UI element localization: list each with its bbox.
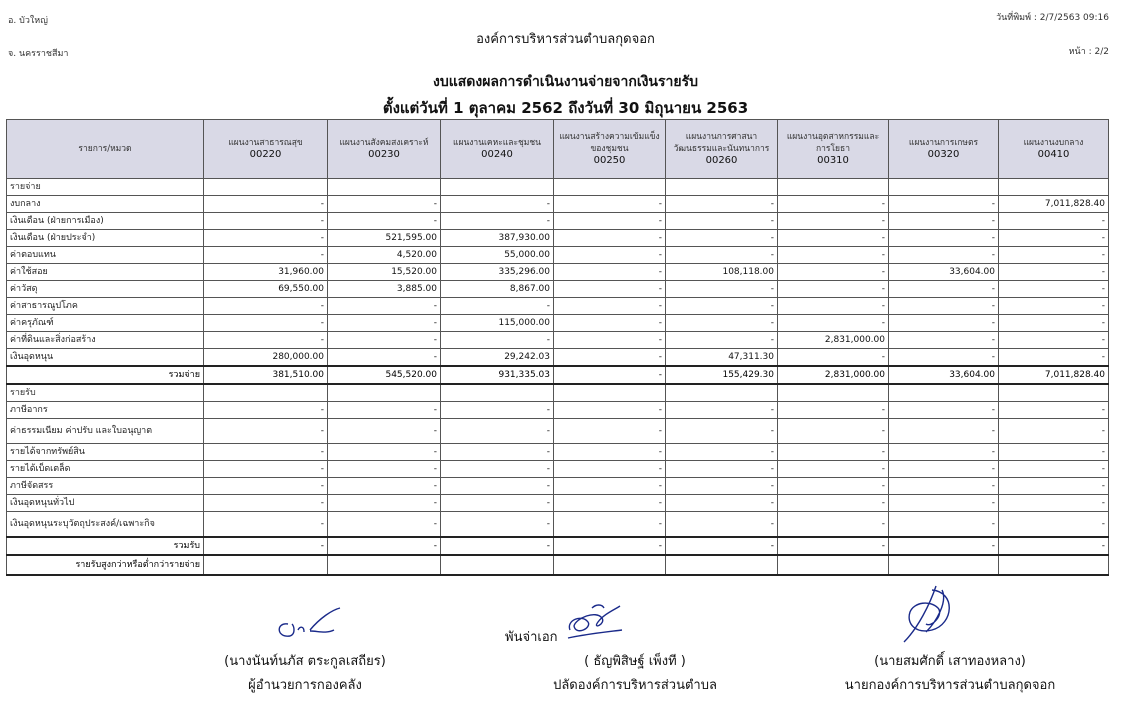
value-cell: - <box>666 478 778 495</box>
col-header-00410: แผนงานงบกลาง 00410 <box>999 120 1109 179</box>
value-cell: - <box>778 196 889 213</box>
value-cell: - <box>328 444 441 461</box>
total-cell: 2,831,000.00 <box>778 366 889 384</box>
value-cell: - <box>554 264 666 281</box>
table-row <box>7 247 1109 264</box>
value-cell: - <box>999 281 1109 298</box>
value-cell: 33,604.00 <box>889 264 999 281</box>
value-cell: - <box>204 444 328 461</box>
table-row <box>7 478 1109 495</box>
row-label: ค่าธรรมเนียม ค่าปรับ และใบอนุญาต <box>7 419 204 444</box>
value-cell: - <box>441 444 554 461</box>
total-cell: 155,429.30 <box>666 366 778 384</box>
value-cell: - <box>999 478 1109 495</box>
income-total-row <box>7 537 1109 555</box>
row-label: ค่าที่ดินและสิ่งก่อสร้าง <box>7 332 204 349</box>
value-cell: 108,118.00 <box>666 264 778 281</box>
value-cell: - <box>889 419 999 444</box>
value-cell: 280,000.00 <box>204 349 328 367</box>
value-cell: - <box>328 419 441 444</box>
value-cell: - <box>666 402 778 419</box>
value-cell: - <box>889 478 999 495</box>
value-cell: - <box>554 444 666 461</box>
value-cell: 3,885.00 <box>328 281 441 298</box>
value-cell: - <box>441 419 554 444</box>
value-cell: - <box>778 478 889 495</box>
value-cell: - <box>889 281 999 298</box>
row-label: เงินอุดหนุนระบุวัตถุประสงค์/เฉพาะกิจ <box>7 512 204 538</box>
empty-cell <box>666 384 778 402</box>
value-cell: - <box>889 402 999 419</box>
value-cell: - <box>889 196 999 213</box>
table-row <box>7 349 1109 367</box>
total-cell: - <box>204 537 328 555</box>
row-label: เงินเดือน (ฝ่ายประจำ) <box>7 230 204 247</box>
value-cell: - <box>666 419 778 444</box>
empty-cell <box>204 384 328 402</box>
total-cell: 545,520.00 <box>328 366 441 384</box>
value-cell: - <box>666 247 778 264</box>
total-cell: - <box>441 537 554 555</box>
signer-2-prefix: พันจ่าเอก <box>505 630 558 645</box>
value-cell: - <box>666 230 778 247</box>
value-cell: - <box>204 419 328 444</box>
balance-label: รายรับสูงกว่าหรือต่ำกว่ารายจ่าย <box>7 555 204 575</box>
table-row <box>7 264 1109 281</box>
total-cell: - <box>999 537 1109 555</box>
value-cell: 335,296.00 <box>441 264 554 281</box>
col-header-00220: แผนงานสาธารณสุข 00220 <box>204 120 328 179</box>
table-row <box>7 332 1109 349</box>
value-cell: 4,520.00 <box>328 247 441 264</box>
table-row <box>7 495 1109 512</box>
report-period: ตั้งแต่วันที่ 1 ตุลาคม 2562 ถึงวันที่ 30 มิถุนายน 2563 <box>382 99 749 117</box>
value-cell: - <box>778 512 889 538</box>
empty-cell <box>554 179 666 196</box>
value-cell: 55,000.00 <box>441 247 554 264</box>
signature-3-image <box>896 584 968 646</box>
signature-block-1 <box>200 650 410 698</box>
value-cell: - <box>889 247 999 264</box>
total-cell: 7,011,828.40 <box>999 366 1109 384</box>
table-row <box>7 512 1109 538</box>
value-cell: - <box>554 461 666 478</box>
row-label: รายได้จากทรัพย์สิน <box>7 444 204 461</box>
value-cell: - <box>889 315 999 332</box>
signer-3-position: นายกองค์การบริหารส่วนตำบลกุดจอก <box>844 678 1056 693</box>
empty-cell <box>554 384 666 402</box>
col-header-00250: แผนงานสร้างความเข้มแข็งของชุมชน 00250 <box>554 120 666 179</box>
value-cell: - <box>778 230 889 247</box>
value-cell: - <box>204 478 328 495</box>
signer-1-name: (นางนันท์นภัส ตระกูลเสถียร) <box>224 654 386 669</box>
row-label: งบกลาง <box>7 196 204 213</box>
balance-cell <box>778 555 889 575</box>
value-cell: - <box>441 298 554 315</box>
value-cell: - <box>666 298 778 315</box>
value-cell: - <box>204 247 328 264</box>
total-cell: - <box>554 537 666 555</box>
col-header-item: รายการ/หมวด <box>7 120 204 179</box>
table-row <box>7 419 1109 444</box>
row-label: ค่าครุภัณฑ์ <box>7 315 204 332</box>
value-cell: 15,520.00 <box>328 264 441 281</box>
total-cell: 381,510.00 <box>204 366 328 384</box>
empty-cell <box>666 179 778 196</box>
value-cell: - <box>328 478 441 495</box>
total-cell: - <box>328 537 441 555</box>
value-cell: - <box>999 213 1109 230</box>
expense-section-row <box>7 179 1109 196</box>
value-cell: - <box>999 298 1109 315</box>
signature-2-image <box>562 600 626 644</box>
value-cell: - <box>554 213 666 230</box>
value-cell: 521,595.00 <box>328 230 441 247</box>
value-cell: - <box>328 332 441 349</box>
value-cell: - <box>554 247 666 264</box>
value-cell: - <box>554 315 666 332</box>
value-cell: - <box>999 230 1109 247</box>
empty-cell <box>204 179 328 196</box>
table-row <box>7 230 1109 247</box>
value-cell: - <box>778 281 889 298</box>
signature-block-3 <box>820 650 1080 698</box>
value-cell: - <box>666 281 778 298</box>
value-cell: - <box>554 281 666 298</box>
col-header-00310: แผนงานอุตสาหกรรมและการโยธา 00310 <box>778 120 889 179</box>
value-cell: - <box>778 495 889 512</box>
value-cell: 47,311.30 <box>666 349 778 367</box>
row-label: รายได้เบ็ดเตล็ด <box>7 461 204 478</box>
balance-cell <box>441 555 554 575</box>
value-cell: - <box>441 512 554 538</box>
value-cell: - <box>889 512 999 538</box>
value-cell: - <box>554 419 666 444</box>
table-row <box>7 298 1109 315</box>
row-label: เงินอุดหนุน <box>7 349 204 367</box>
value-cell: - <box>328 349 441 367</box>
value-cell: - <box>204 315 328 332</box>
value-cell: - <box>554 478 666 495</box>
org-name: องค์การบริหารส่วนตำบลกุดจอก <box>476 32 655 47</box>
value-cell: - <box>999 247 1109 264</box>
value-cell: - <box>666 444 778 461</box>
value-cell: 29,242.03 <box>441 349 554 367</box>
value-cell: 7,011,828.40 <box>999 196 1109 213</box>
print-date: วันที่พิมพ์ : 2/7/2563 09:16 <box>996 13 1109 23</box>
col-header-00230: แผนงานสังคมสงเคราะห์ 00230 <box>328 120 441 179</box>
value-cell: 8,867.00 <box>441 281 554 298</box>
section-label: รายจ่าย <box>7 179 204 196</box>
value-cell: - <box>441 402 554 419</box>
row-label: ค่าสาธารณูปโภค <box>7 298 204 315</box>
value-cell: - <box>554 349 666 367</box>
empty-cell <box>889 179 999 196</box>
value-cell: 115,000.00 <box>441 315 554 332</box>
value-cell: - <box>441 478 554 495</box>
signer-2-position: ปลัดองค์การบริหารส่วนตำบล <box>553 678 717 693</box>
total-label: รวมรับ <box>7 537 204 555</box>
value-cell: - <box>666 512 778 538</box>
value-cell: - <box>778 298 889 315</box>
value-cell: - <box>666 315 778 332</box>
table-row <box>7 315 1109 332</box>
value-cell: - <box>889 495 999 512</box>
value-cell: - <box>204 298 328 315</box>
value-cell: - <box>328 196 441 213</box>
balance-cell <box>889 555 999 575</box>
value-cell: - <box>554 402 666 419</box>
balance-cell <box>204 555 328 575</box>
row-label: ภาษีอากร <box>7 402 204 419</box>
total-cell: - <box>889 537 999 555</box>
value-cell: - <box>999 332 1109 349</box>
value-cell: - <box>441 461 554 478</box>
value-cell: - <box>778 213 889 230</box>
table-row <box>7 444 1109 461</box>
signer-1-position: ผู้อำนวยการกองคลัง <box>248 678 362 693</box>
balance-cell <box>328 555 441 575</box>
value-cell: 69,550.00 <box>204 281 328 298</box>
value-cell: - <box>328 461 441 478</box>
value-cell: - <box>999 419 1109 444</box>
signature-block-2 <box>520 650 750 698</box>
row-label: ภาษีจัดสรร <box>7 478 204 495</box>
value-cell: - <box>328 512 441 538</box>
value-cell: - <box>666 461 778 478</box>
value-cell: - <box>328 495 441 512</box>
district-label: อ. บัวใหญ่ <box>8 16 48 26</box>
empty-cell <box>441 179 554 196</box>
row-label: เงินอุดหนุนทั่วไป <box>7 495 204 512</box>
total-label: รวมจ่าย <box>7 366 204 384</box>
value-cell: - <box>554 298 666 315</box>
value-cell: - <box>999 402 1109 419</box>
page-number: หน้า : 2/2 <box>1068 47 1109 57</box>
signer-2-name: ( ธัญพิสิษฐ์ เพ็งที ) <box>584 654 686 669</box>
value-cell: - <box>666 196 778 213</box>
value-cell: - <box>204 402 328 419</box>
row-label: เงินเดือน (ฝ่ายการเมือง) <box>7 213 204 230</box>
value-cell: - <box>778 247 889 264</box>
value-cell: - <box>204 332 328 349</box>
value-cell: - <box>999 349 1109 367</box>
value-cell: 31,960.00 <box>204 264 328 281</box>
value-cell: - <box>554 332 666 349</box>
report-title: งบแสดงผลการดำเนินงานจ่ายจากเงินรายรับ <box>433 74 698 90</box>
value-cell: - <box>889 332 999 349</box>
total-cell: 33,604.00 <box>889 366 999 384</box>
total-cell: - <box>666 537 778 555</box>
province-label: จ. นครราชสีมา <box>8 49 69 59</box>
value-cell: - <box>328 213 441 230</box>
value-cell: - <box>778 264 889 281</box>
value-cell: - <box>999 444 1109 461</box>
row-label: ค่าวัสดุ <box>7 281 204 298</box>
empty-cell <box>328 179 441 196</box>
value-cell: - <box>999 264 1109 281</box>
value-cell: - <box>328 298 441 315</box>
header-row <box>7 120 1109 179</box>
section-label: รายรับ <box>7 384 204 402</box>
value-cell: - <box>778 315 889 332</box>
value-cell: - <box>999 461 1109 478</box>
value-cell: - <box>889 213 999 230</box>
value-cell: - <box>999 512 1109 538</box>
signer-3-name: (นายสมศักดิ์ เสาทองหลาง) <box>874 654 1026 669</box>
empty-cell <box>889 384 999 402</box>
table-row <box>7 461 1109 478</box>
value-cell: - <box>554 495 666 512</box>
row-label: ค่าใช้สอย <box>7 264 204 281</box>
col-header-00320: แผนงานการเกษตร 00320 <box>889 120 999 179</box>
value-cell: - <box>778 349 889 367</box>
balance-row <box>7 555 1109 575</box>
table-row <box>7 213 1109 230</box>
total-cell: - <box>554 366 666 384</box>
value-cell: - <box>204 495 328 512</box>
value-cell: - <box>328 402 441 419</box>
col-header-00240: แผนงานเคหะและชุมชน 00240 <box>441 120 554 179</box>
value-cell: - <box>441 495 554 512</box>
value-cell: - <box>554 196 666 213</box>
value-cell: - <box>204 230 328 247</box>
value-cell: - <box>666 495 778 512</box>
value-cell: - <box>441 196 554 213</box>
total-cell: 931,335.03 <box>441 366 554 384</box>
balance-cell <box>666 555 778 575</box>
value-cell: - <box>778 444 889 461</box>
value-cell: - <box>778 419 889 444</box>
value-cell: - <box>554 230 666 247</box>
balance-cell <box>554 555 666 575</box>
empty-cell <box>778 384 889 402</box>
balance-cell <box>999 555 1109 575</box>
value-cell: - <box>889 298 999 315</box>
value-cell: - <box>889 230 999 247</box>
value-cell: - <box>441 213 554 230</box>
value-cell: - <box>666 213 778 230</box>
signature-1-image <box>270 604 350 640</box>
value-cell: - <box>328 315 441 332</box>
value-cell: 2,831,000.00 <box>778 332 889 349</box>
empty-cell <box>441 384 554 402</box>
value-cell: - <box>889 444 999 461</box>
empty-cell <box>999 384 1109 402</box>
value-cell: - <box>778 402 889 419</box>
value-cell: - <box>666 332 778 349</box>
total-cell: - <box>778 537 889 555</box>
value-cell: - <box>204 461 328 478</box>
value-cell: - <box>889 461 999 478</box>
income-section-row <box>7 384 1109 402</box>
value-cell: - <box>778 461 889 478</box>
expense-total-row <box>7 366 1109 384</box>
value-cell: - <box>889 349 999 367</box>
value-cell: - <box>204 213 328 230</box>
report-table <box>6 119 1109 576</box>
empty-cell <box>328 384 441 402</box>
value-cell: - <box>204 512 328 538</box>
value-cell: - <box>554 512 666 538</box>
table-row <box>7 196 1109 213</box>
row-label: ค่าตอบแทน <box>7 247 204 264</box>
value-cell: - <box>204 196 328 213</box>
value-cell: - <box>441 332 554 349</box>
table-row <box>7 281 1109 298</box>
empty-cell <box>778 179 889 196</box>
col-header-00260: แผนงานการศาสนาวัฒนธรรมและนันทนาการ 00260 <box>666 120 778 179</box>
empty-cell <box>999 179 1109 196</box>
value-cell: 387,930.00 <box>441 230 554 247</box>
value-cell: - <box>999 315 1109 332</box>
value-cell: - <box>999 495 1109 512</box>
table-row <box>7 402 1109 419</box>
